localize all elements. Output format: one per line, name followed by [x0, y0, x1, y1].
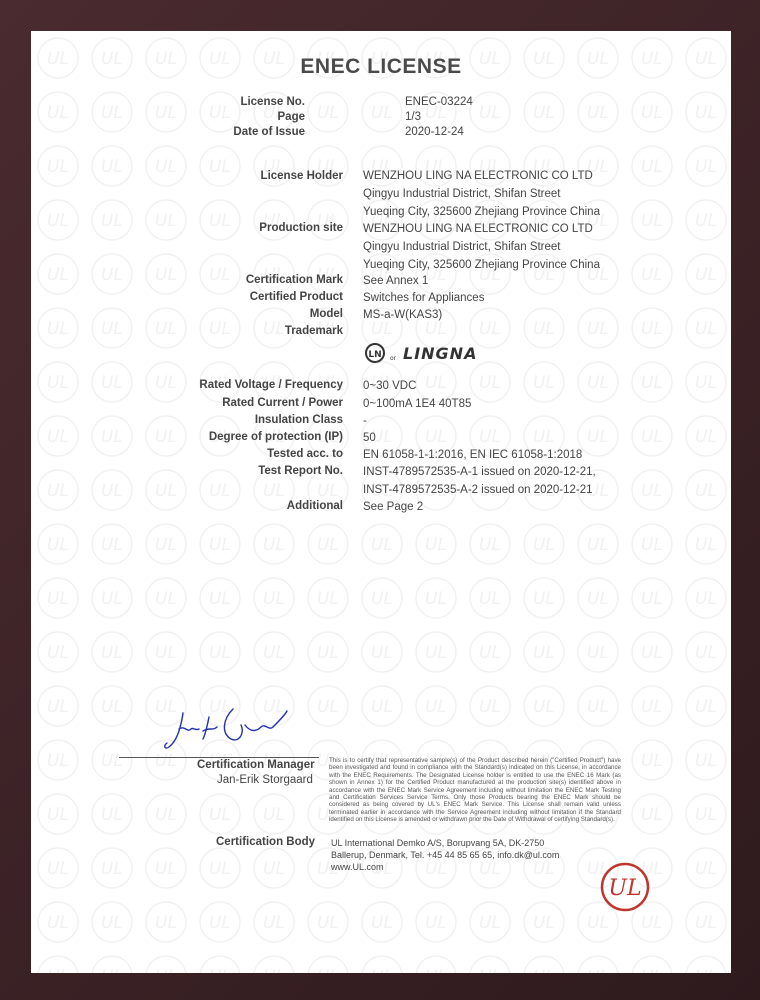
rated-current-label: Rated Current / Power [222, 397, 343, 409]
ul-logo-icon [599, 861, 651, 913]
certification-body-line: Ballerup, Denmark, Tel. +45 44 85 65 65, info.dk@ul.com [331, 850, 560, 860]
trademark-or-text: or [390, 355, 397, 362]
page-value: 1/3 [405, 111, 421, 123]
certified-product-label: Certified Product [249, 291, 343, 303]
model-label: Model [309, 308, 343, 320]
signature-line [119, 757, 319, 758]
certification-body-line: UL International Demko A/S, Borupvang 5A, DK-2750 [331, 838, 545, 848]
production-site-line: WENZHOU LING NA ELECTRONIC CO LTD [363, 223, 593, 235]
certification-body-address [331, 837, 621, 873]
degree-of-protection-value: 50 [363, 432, 376, 444]
certification-manager-name: Jan-Erik Storgaard [217, 774, 313, 786]
tested-acc-label: Tested acc. to [267, 448, 343, 460]
trademark-logo-text: LINGNA [403, 344, 478, 363]
handwritten-signature [161, 703, 301, 759]
license-holder-line: Yueqing City, 325600 Zhejiang Province China [363, 206, 600, 218]
page-label: Page [277, 111, 305, 123]
certification-mark-label: Certification Mark [245, 274, 343, 286]
test-report-line: INST-4789572535-A-2 issued on 2020-12-21 [363, 484, 593, 496]
test-report-label: Test Report No. [258, 465, 343, 477]
license-holder-label: License Holder [260, 170, 343, 182]
license-holder-line: WENZHOU LING NA ELECTRONIC CO LTD [363, 170, 593, 182]
trademark-label: Trademark [284, 325, 343, 337]
certified-product-value: Switches for Appliances [363, 292, 485, 304]
trademark-mark-text: LN [368, 350, 382, 360]
rated-current-value: 0~100mA 1E4 40T85 [363, 398, 472, 410]
certification-manager-title: Certification Manager [197, 759, 315, 771]
date-of-issue-label: Date of Issue [233, 126, 305, 138]
document-title: ENEC LICENSE [300, 55, 462, 78]
ul-logo-text: UL [608, 876, 642, 901]
tested-acc-value: EN 61058-1-1:2016, EN IEC 61058-1:2018 [363, 449, 583, 461]
test-report-line: INST-4789572535-A-1 issued on 2020-12-21, [363, 466, 596, 478]
license-holder-line: Qingyu Industrial District, Shifan Street [363, 188, 561, 200]
date-of-issue-value: 2020-12-24 [405, 126, 464, 138]
insulation-class-label: Insulation Class [254, 414, 343, 426]
certificate-paper [31, 31, 731, 973]
license-no-label: License No. [240, 96, 305, 108]
additional-label: Additional [286, 500, 343, 512]
insulation-class-value: - [363, 415, 367, 427]
certification-body-label: Certification Body [216, 836, 316, 848]
production-site-line: Yueqing City, 325600 Zhejiang Province China [363, 259, 600, 271]
production-site-line: Qingyu Industrial District, Shifan Street [363, 241, 561, 253]
legal-statement: This is to certify that representative sample(s) of the Product described herein ("Certified Product") have been investigated and found in compliance with the Standard(s) indicated on this License, in accordance with the ENEC Requirements. The Designated License holder is entitled to use the ENEC 16 Mark (as shown in Annex 1) for the Certified Product manufactured at the production site(s) identified above in accordance with the ENEC Mark Service Agreement including without limitation the ENEC Mark Testing and Certification Services Service Terms. Only those Products bearing the ENEC Mark should be considered as being covered by UL's ENEC Mark Service. This License shall remain valid unless terminated earlier in accordance with the Service Agreement including without limitation if the Standard identified on this License is amended or withdrawn prior the Date of Withdrawal of certifying Standard(s). [329, 757, 621, 824]
additional-value: See Page 2 [363, 501, 424, 513]
license-no-value: ENEC-03224 [405, 96, 473, 108]
rated-voltage-value: 0~30 VDC [363, 380, 417, 392]
model-value: MS-a-W(KAS3) [363, 309, 443, 321]
trademark-logo [365, 341, 495, 370]
rated-voltage-label: Rated Voltage / Frequency [199, 379, 343, 391]
degree-of-protection-label: Degree of protection (IP) [208, 431, 343, 443]
certification-body-line: www.UL.com [331, 862, 384, 872]
certification-mark-value: See Annex 1 [363, 275, 429, 287]
production-site-label: Production site [259, 222, 343, 234]
